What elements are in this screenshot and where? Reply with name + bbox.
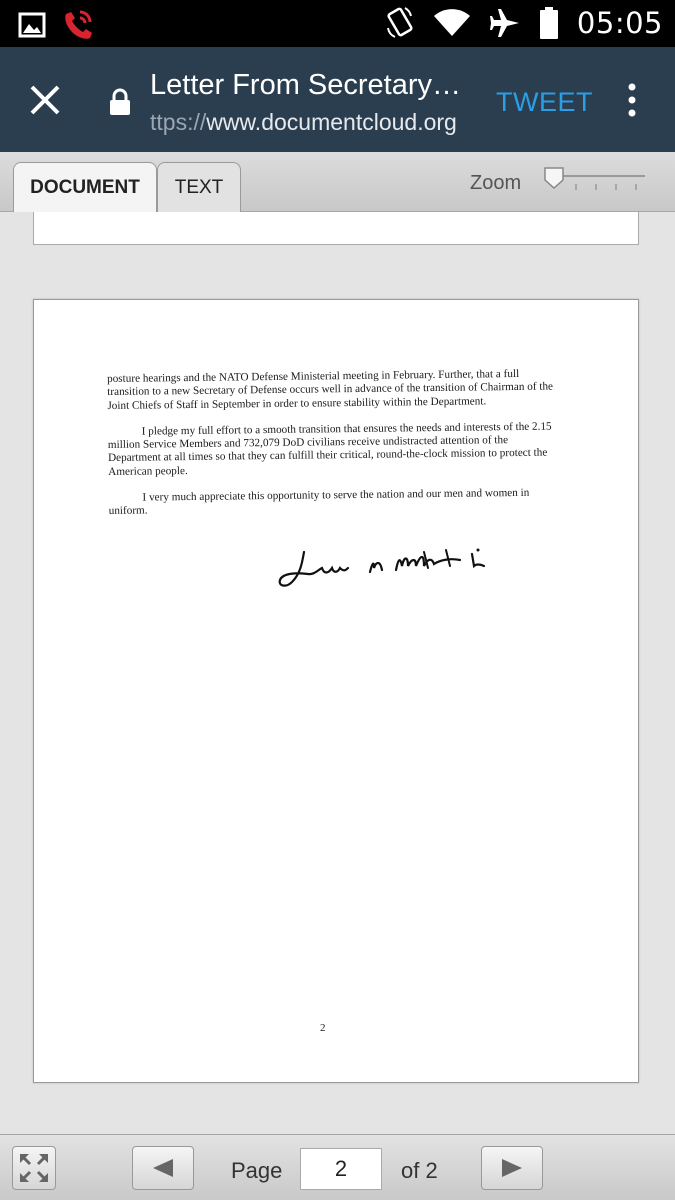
rotate-icon: [385, 6, 415, 40]
tweet-button[interactable]: TWEET: [496, 87, 593, 117]
page-url: [150, 109, 457, 136]
page-number-input[interactable]: [300, 1148, 382, 1190]
arrow-right-icon: [500, 1158, 524, 1178]
previous-page-bottom: [33, 212, 639, 245]
gallery-icon: [18, 12, 46, 38]
battery-icon: [539, 6, 559, 40]
lock-icon: [108, 87, 132, 117]
previous-page-button[interactable]: [132, 1146, 194, 1190]
page-total-label: of 2: [401, 1158, 438, 1183]
next-page-button[interactable]: [481, 1146, 543, 1190]
url-scheme: ttps://: [150, 109, 207, 135]
wifi-icon: [433, 8, 471, 38]
arrow-left-icon: [151, 1158, 175, 1178]
fullscreen-button[interactable]: [12, 1146, 56, 1190]
viewer-header: [0, 152, 675, 212]
fullscreen-icon: [13, 1147, 55, 1189]
letter-paragraph: posture hearings and the NATO Defense Ministerial meeting in February. Further, that a full transition to a new Secretary of Defense occurs well in advance of the transition of Chairman of the Joint Chiefs of Staff in September in order to ensure stability within the Department.: [107, 367, 554, 412]
letter-body: [107, 367, 564, 531]
signature-image: [274, 544, 494, 590]
letter-paragraph: I very much appreciate this opportunity to serve the nation and our men and women in uniform.: [108, 486, 530, 518]
tab-document[interactable]: DOCUMENT: [13, 162, 157, 213]
page-label: Page: [231, 1158, 283, 1183]
status-bar: [0, 0, 675, 47]
pager-toolbar: [0, 1134, 675, 1200]
airplane-icon: [489, 7, 521, 39]
zoom-slider[interactable]: [543, 166, 647, 196]
tab-text[interactable]: TEXT: [157, 162, 241, 212]
page-number: 2: [320, 1022, 326, 1034]
status-time: 05:05: [576, 6, 663, 40]
close-icon[interactable]: [24, 79, 66, 121]
letter-paragraph: I pledge my full effort to a smooth transition that ensures the needs and interests of the 2.15 million Service Members and 732,079 DoD civilians receive undistracted attention of the Department at all times so that they can fulfill their critical, round-the-clock mission to protect the American people.: [107, 420, 552, 478]
missed-call-icon: [60, 8, 96, 42]
url-host: www.documentcloud.org: [206, 109, 457, 135]
browser-toolbar: [0, 47, 675, 152]
page-title: Letter From Secretary…: [150, 69, 462, 101]
document-page: [33, 299, 639, 1083]
zoom-label: Zoom: [470, 172, 522, 194]
overflow-menu-icon[interactable]: [622, 81, 642, 121]
document-viewport[interactable]: [0, 212, 675, 1134]
zoom-slider-thumb: [545, 168, 563, 188]
